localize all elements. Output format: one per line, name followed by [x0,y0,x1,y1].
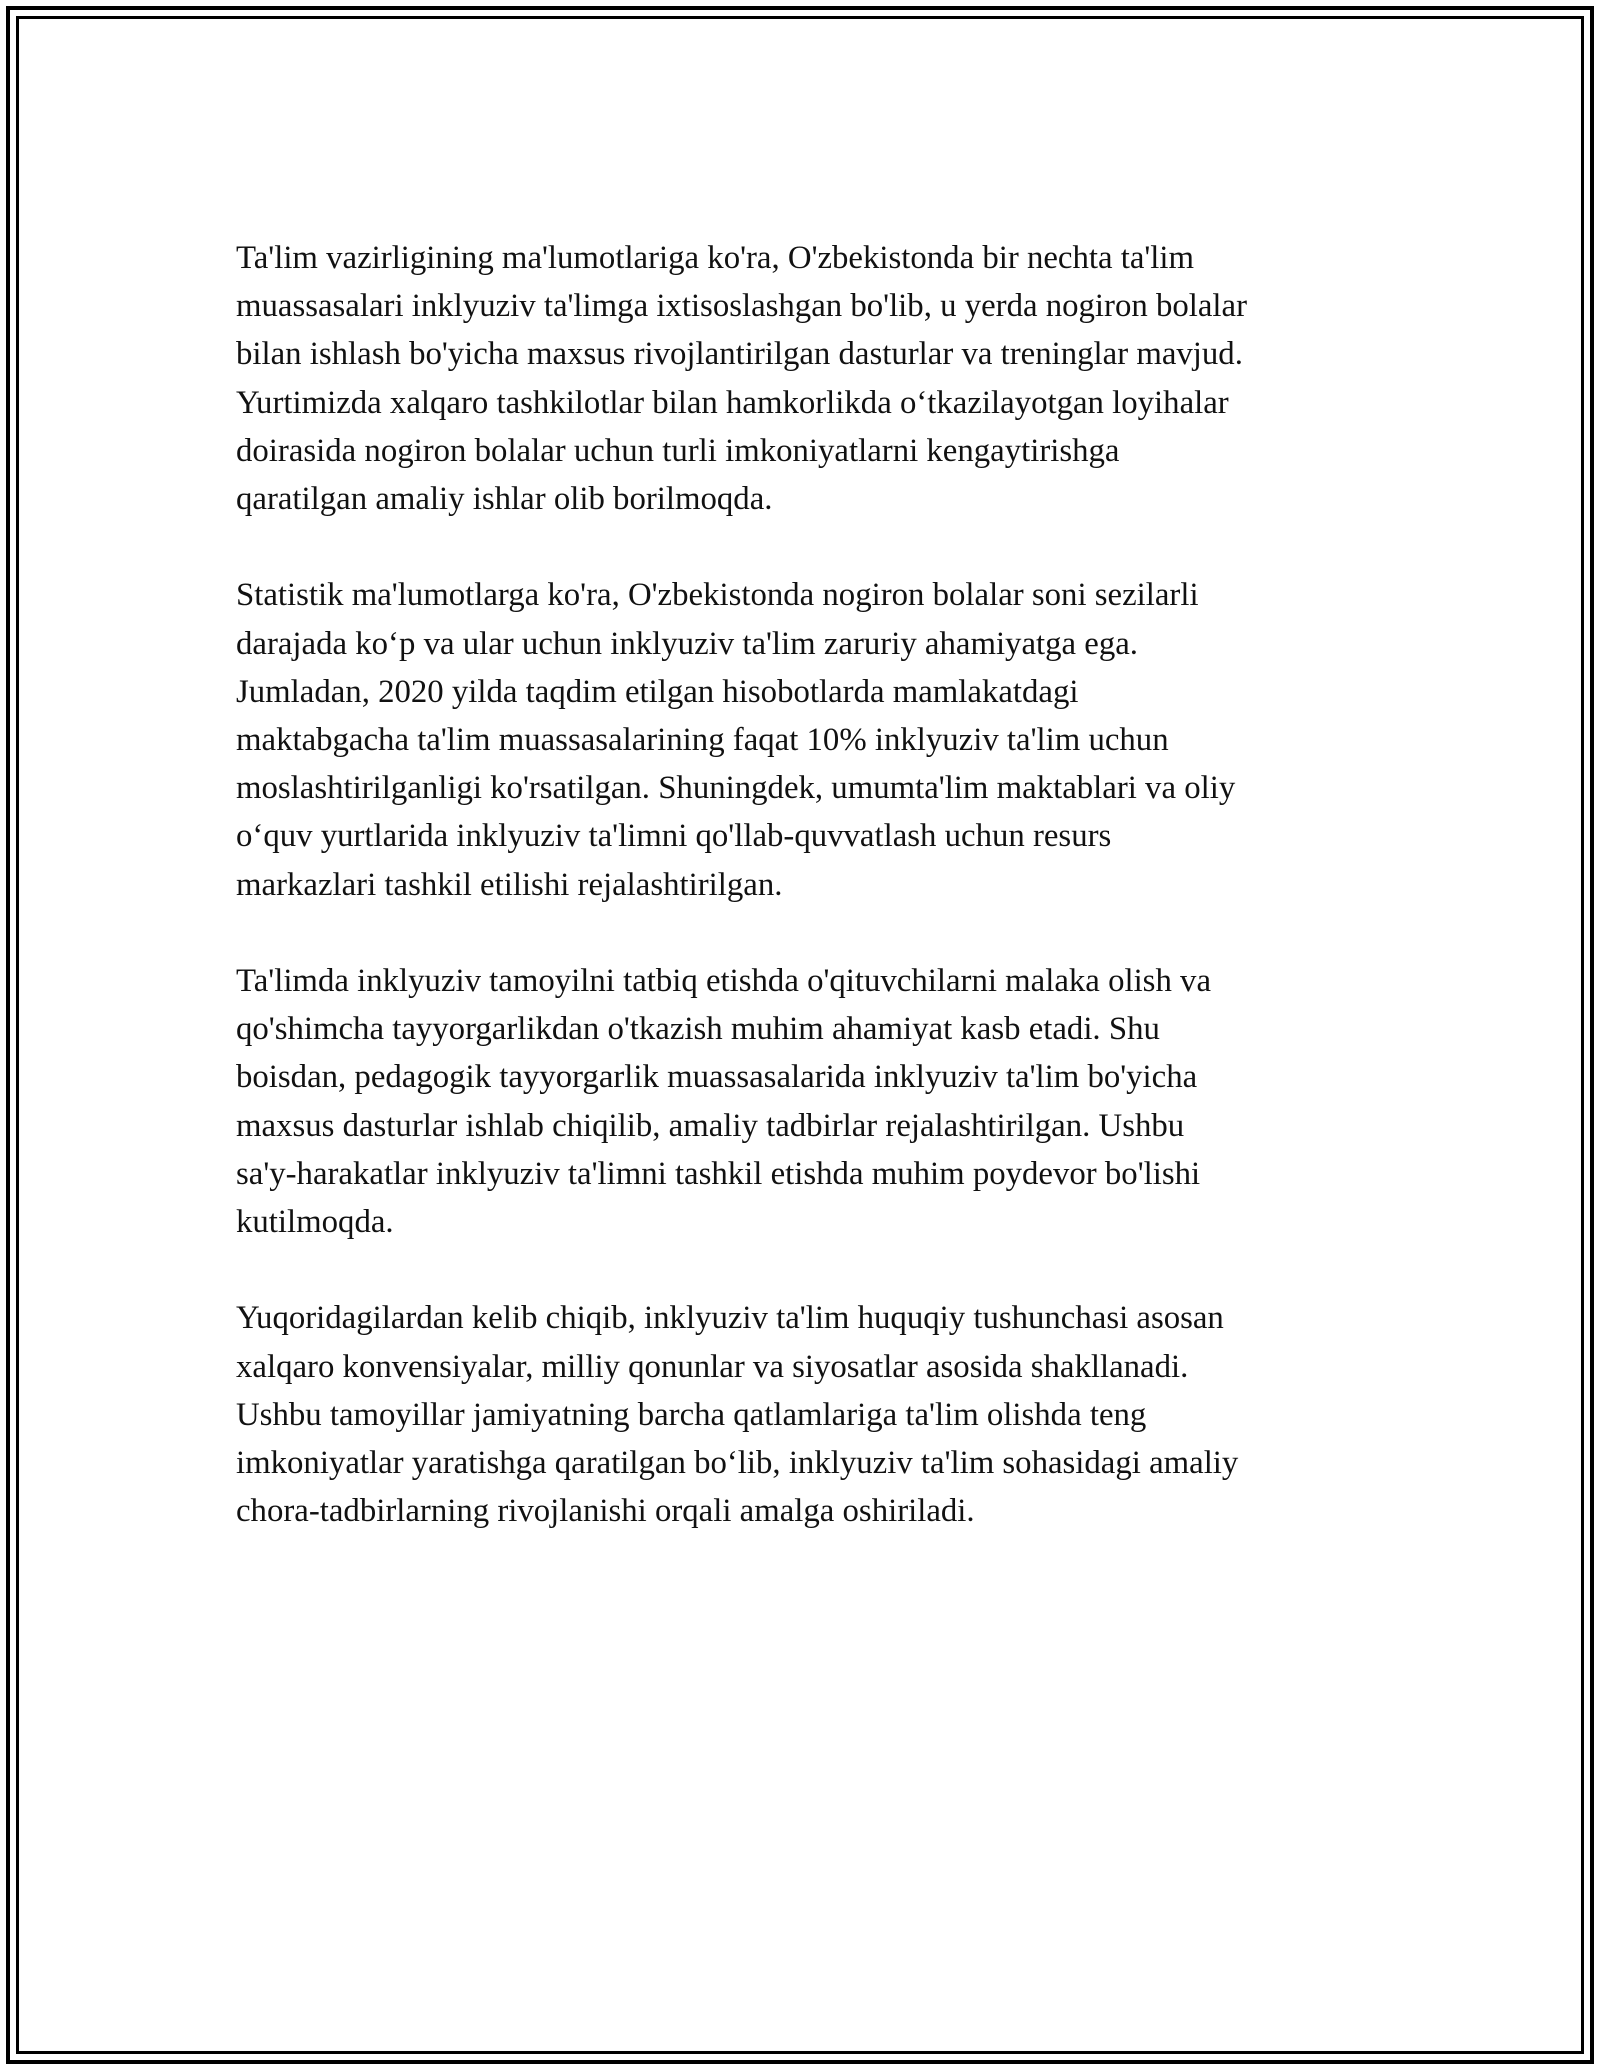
text-line: chora-tadbirlarning rivojlanishi orqali amalga oshiriladi. [236,1493,975,1530]
text-line: Jumladan, 2020 yilda taqdim etilgan hisobotlarda mamlakatdagi [236,673,1079,710]
text-line: xalqaro konvensiyalar, milliy qonunlar va siyosatlar asosida shakllanadi. [236,1348,1189,1385]
paragraph-3 [236,957,1381,1246]
text-line: kutilmoqda. [236,1204,394,1241]
text-line: bilan ishlash bo'yicha maxsus rivojlantirilgan dasturlar va treninglar mavjud. [236,336,1243,373]
text-line: o‘quv yurtlarida inklyuziv ta'limni qo'llab-quvvatlash uchun resurs [236,818,1112,855]
document-body [236,234,1381,1584]
paragraph-4 [236,1294,1381,1535]
paragraph-1 [236,234,1381,523]
text-line: Yurtimizda xalqaro tashkilotlar bilan hamkorlikda o‘tkazilayotgan loyihalar [236,384,1229,421]
text-line: sa'y-harakatlar inklyuziv ta'limni tashkil etishda muhim poydevor bo'lishi [236,1155,1201,1192]
text-line: maktabgacha ta'lim muassasalarining faqat 10% inklyuziv ta'lim uchun [236,722,1169,759]
text-line: darajada ko‘p va ular uchun inklyuziv ta'lim zaruriy ahamiyatga ega. [236,625,1138,662]
text-line: Ta'limda inklyuziv tamoyilni tatbiq etishda o'qituvchilarni malaka olish va [236,963,1212,1000]
text-line: boisdan, pedagogik tayyorgarlik muassasalarida inklyuziv ta'lim bo'yicha [236,1059,1198,1096]
text-line: maxsus dasturlar ishlab chiqilib, amaliy tadbirlar rejalashtirilgan. Ushbu [236,1107,1185,1144]
text-line: moslashtirilganligi ko'rsatilgan. Shuningdek, umumta'lim maktablari va oliy [236,770,1236,807]
text-line: imkoniyatlar yaratishga qaratilgan bo‘lib, inklyuziv ta'lim sohasidagi amaliy [236,1445,1239,1482]
text-line: qo'shimcha tayyorgarlikdan o'tkazish muhim ahamiyat kasb etadi. Shu [236,1011,1160,1048]
text-line: Yuqoridagilardan kelib chiqib, inklyuziv ta'lim huquqiy tushunchasi asosan [236,1300,1224,1337]
text-line: markazlari tashkil etilishi rejalashtirilgan. [236,866,783,903]
text-line: Ushbu tamoyillar jamiyatning barcha qatlamlariga ta'lim olishda teng [236,1396,1147,1433]
text-line: Statistik ma'lumotlarga ko'ra, O'zbekistonda nogiron bolalar soni sezilarli [236,577,1199,614]
paragraph-2 [236,571,1381,908]
text-line: Ta'lim vazirligining ma'lumotlariga ko'ra, O'zbekistonda bir nechta ta'lim [236,240,1195,276]
text-line: doirasida nogiron bolalar uchun turli imkoniyatlarni kengaytirishga [236,432,1120,469]
text-line: qaratilgan amaliy ishlar olib borilmoqda. [236,481,773,518]
text-line: muassasalari inklyuziv ta'limga ixtisoslashgan bo'lib, u yerda nogiron bolalar [236,288,1248,325]
